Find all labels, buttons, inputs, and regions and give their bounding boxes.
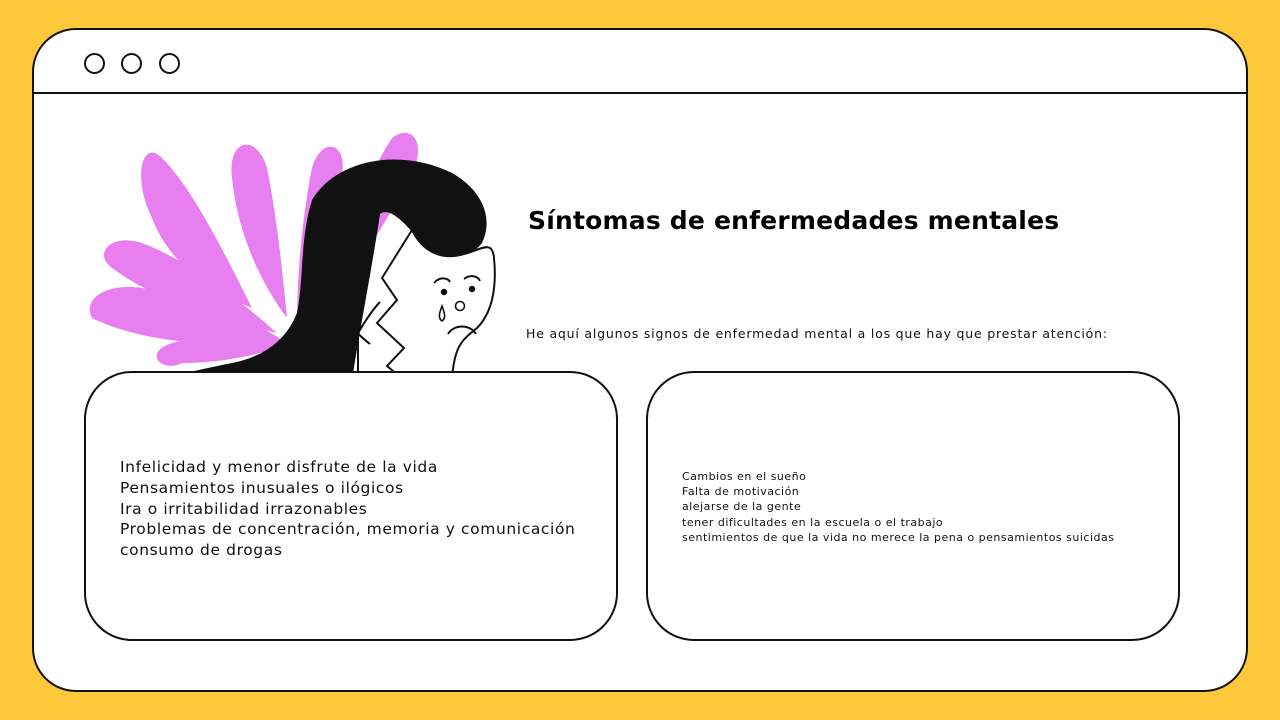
- list-item: Problemas de concentración, memoria y comunicación: [120, 520, 576, 539]
- intro-text: He aquí algunos signos de enfermedad mental a los que hay que prestar atención:: [526, 326, 1108, 341]
- symptoms-list-left: [120, 457, 575, 561]
- list-item: Ira o irritabilidad irrazonables: [120, 499, 368, 518]
- eye-right-icon: [469, 286, 475, 292]
- window-control-1-icon[interactable]: [84, 53, 105, 74]
- symptoms-list-right: [682, 469, 1114, 545]
- sad-woman-illustration: [82, 118, 502, 380]
- list-item: Infelicidad y menor disfrute de la vida: [120, 458, 438, 476]
- window-titlebar: [34, 30, 1246, 94]
- list-item: sentimientos de que la vida no merece la pena o pensamientos suicidas: [682, 530, 1115, 544]
- window-control-2-icon[interactable]: [121, 53, 142, 74]
- window-control-3-icon[interactable]: [159, 53, 180, 74]
- page-title: Síntomas de enfermedades mentales: [528, 206, 1060, 235]
- list-item: Pensamientos inusuales o ilógicos: [120, 478, 404, 497]
- list-item: tener dificultades en la escuela o el trabajo: [682, 515, 944, 529]
- list-item: Falta de motivación: [682, 485, 800, 499]
- browser-window: [32, 28, 1248, 692]
- list-item: alejarse de la gente: [682, 500, 802, 514]
- symptoms-card-right: [646, 371, 1180, 641]
- eye-left-icon: [441, 289, 447, 295]
- list-item: Cambios en el sueño: [682, 470, 807, 483]
- symptoms-card-left: [84, 371, 618, 641]
- list-item: consumo de drogas: [120, 541, 283, 560]
